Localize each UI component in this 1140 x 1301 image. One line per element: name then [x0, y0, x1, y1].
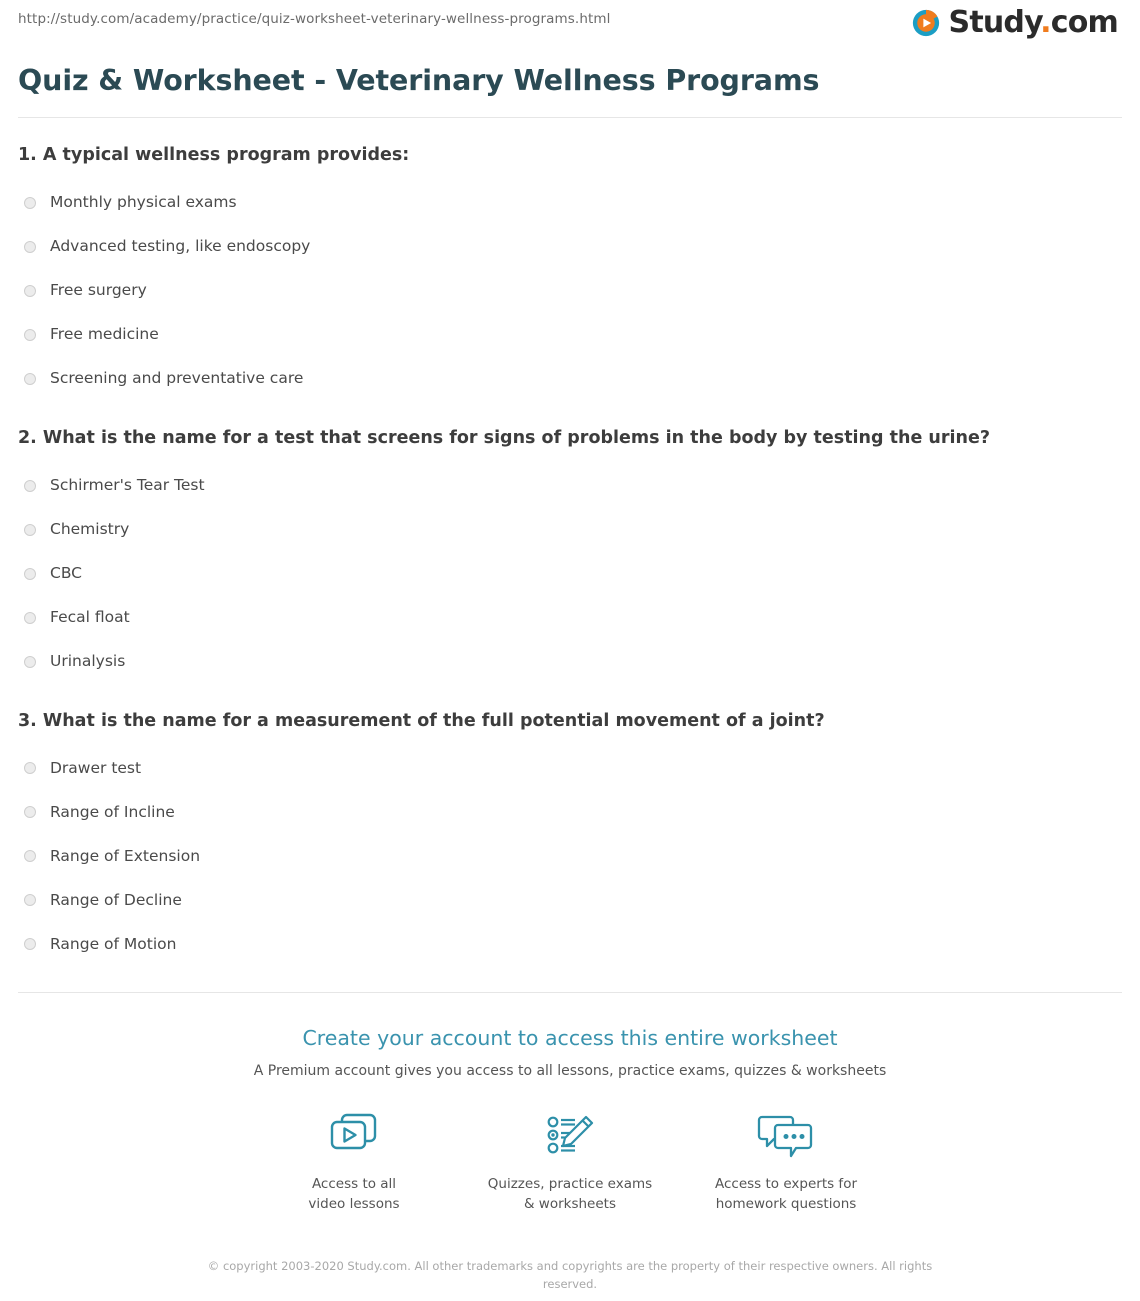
feature-item: [246, 1106, 462, 1214]
answer-option[interactable]: [18, 790, 1122, 834]
radio-button-icon[interactable]: [24, 524, 36, 536]
logo-wordmark: [948, 5, 1118, 40]
answer-option-label: Range of Extension: [50, 846, 201, 865]
page-title: Quiz & Worksheet - Veterinary Wellness Programs: [18, 64, 820, 97]
answer-option[interactable]: [18, 181, 1122, 225]
radio-button-icon[interactable]: [24, 806, 36, 818]
study-com-logo[interactable]: [911, 5, 1118, 40]
question-text: 1. A typical wellness program provides:: [18, 145, 410, 166]
create-account-link[interactable]: Create your account to access this entire worksheet: [302, 1026, 838, 1051]
question-text: 3. What is the name for a measurement of the full potential movement of a joint?: [18, 710, 825, 731]
copyright-text: © copyright 2003-2020 Study.com. All other trademarks and copyrights are the property of their respective owners. All rights reserved.: [207, 1259, 933, 1292]
answer-option[interactable]: [18, 878, 1122, 922]
radio-button-icon[interactable]: [24, 285, 36, 297]
answer-option-label: Free surgery: [50, 281, 147, 300]
radio-button-icon[interactable]: [24, 938, 36, 950]
answer-option-label: Advanced testing, like endoscopy: [50, 237, 311, 256]
answer-option-label: Range of Motion: [50, 934, 177, 953]
answer-option[interactable]: [18, 508, 1122, 552]
answer-option[interactable]: [18, 834, 1122, 878]
answer-option-label: Fecal float: [50, 607, 130, 626]
feature-label-line1: Access to all: [311, 1176, 397, 1193]
premium-account-subtitle: A Premium account gives you access to all lessons, practice exams, quizzes & worksheets: [253, 1063, 887, 1080]
feature-label: [246, 1175, 462, 1214]
answer-option-label: Chemistry: [50, 519, 130, 538]
answer-option-label: Screening and preventative care: [50, 369, 304, 388]
logo-word-com: com: [1050, 5, 1118, 40]
feature-label: [678, 1175, 894, 1214]
logo-word-study: Study: [948, 5, 1041, 40]
answer-option[interactable]: [18, 596, 1122, 640]
answer-option[interactable]: [18, 357, 1122, 401]
answer-option-list: [18, 181, 1122, 401]
play-circle-icon: [911, 8, 941, 38]
feature-label-line2: homework questions: [715, 1195, 857, 1212]
video-lessons-icon: [326, 1109, 382, 1161]
url-bar: http://study.com/academy/practice/quiz-worksheet-veterinary-wellness-programs.html: [18, 11, 611, 27]
question-text: 2. What is the name for a test that screens for signs of problems in the body by testing the urine?: [18, 427, 990, 448]
cta-divider: [18, 992, 1122, 993]
radio-button-icon[interactable]: [24, 656, 36, 668]
radio-button-icon[interactable]: [24, 762, 36, 774]
feature-icon-wrap: [678, 1106, 894, 1164]
chat-bubbles-icon: [757, 1109, 815, 1161]
radio-button-icon[interactable]: [24, 850, 36, 862]
create-account-cta: [18, 1026, 1122, 1294]
question-list: [18, 144, 1122, 966]
feature-item: [462, 1106, 678, 1214]
answer-option[interactable]: [18, 640, 1122, 684]
answer-option-list: [18, 746, 1122, 966]
feature-label-line1: Quizzes, practice exams: [487, 1176, 653, 1193]
answer-option[interactable]: [18, 269, 1122, 313]
radio-button-icon[interactable]: [24, 241, 36, 253]
feature-label-line2: & worksheets: [523, 1195, 616, 1212]
feature-icon-wrap: [462, 1106, 678, 1164]
answer-option-label: Range of Decline: [50, 890, 182, 909]
answer-option[interactable]: [18, 313, 1122, 357]
answer-option-label: Drawer test: [50, 758, 142, 777]
answer-option[interactable]: [18, 922, 1122, 966]
page-content: [0, 64, 1140, 1294]
answer-option[interactable]: [18, 552, 1122, 596]
quiz-checklist-pencil-icon: [542, 1109, 598, 1161]
title-divider: [18, 117, 1122, 118]
feature-item: [678, 1106, 894, 1214]
radio-button-icon[interactable]: [24, 329, 36, 341]
answer-option-label: CBC: [50, 563, 83, 582]
premium-feature-list: [18, 1106, 1122, 1214]
question-block: [18, 710, 1122, 967]
feature-label-line2: video lessons: [308, 1195, 400, 1212]
answer-option-label: Urinalysis: [50, 651, 126, 670]
logo-dot: .: [1040, 5, 1051, 40]
radio-button-icon[interactable]: [24, 568, 36, 580]
feature-label-line1: Access to experts for: [714, 1176, 857, 1193]
page-header: [0, 0, 1140, 58]
answer-option-label: Range of Incline: [50, 802, 175, 821]
answer-option-list: [18, 464, 1122, 684]
feature-label: [462, 1175, 678, 1214]
answer-option-label: Monthly physical exams: [50, 193, 237, 212]
feature-icon-wrap: [246, 1106, 462, 1164]
radio-button-icon[interactable]: [24, 373, 36, 385]
answer-option-label: Free medicine: [50, 325, 159, 344]
question-block: [18, 144, 1122, 401]
answer-option-label: Schirmer's Tear Test: [50, 475, 205, 494]
radio-button-icon[interactable]: [24, 197, 36, 209]
answer-option[interactable]: [18, 464, 1122, 508]
radio-button-icon[interactable]: [24, 480, 36, 492]
radio-button-icon[interactable]: [24, 894, 36, 906]
answer-option[interactable]: [18, 746, 1122, 790]
question-block: [18, 427, 1122, 684]
answer-option[interactable]: [18, 225, 1122, 269]
radio-button-icon[interactable]: [24, 612, 36, 624]
